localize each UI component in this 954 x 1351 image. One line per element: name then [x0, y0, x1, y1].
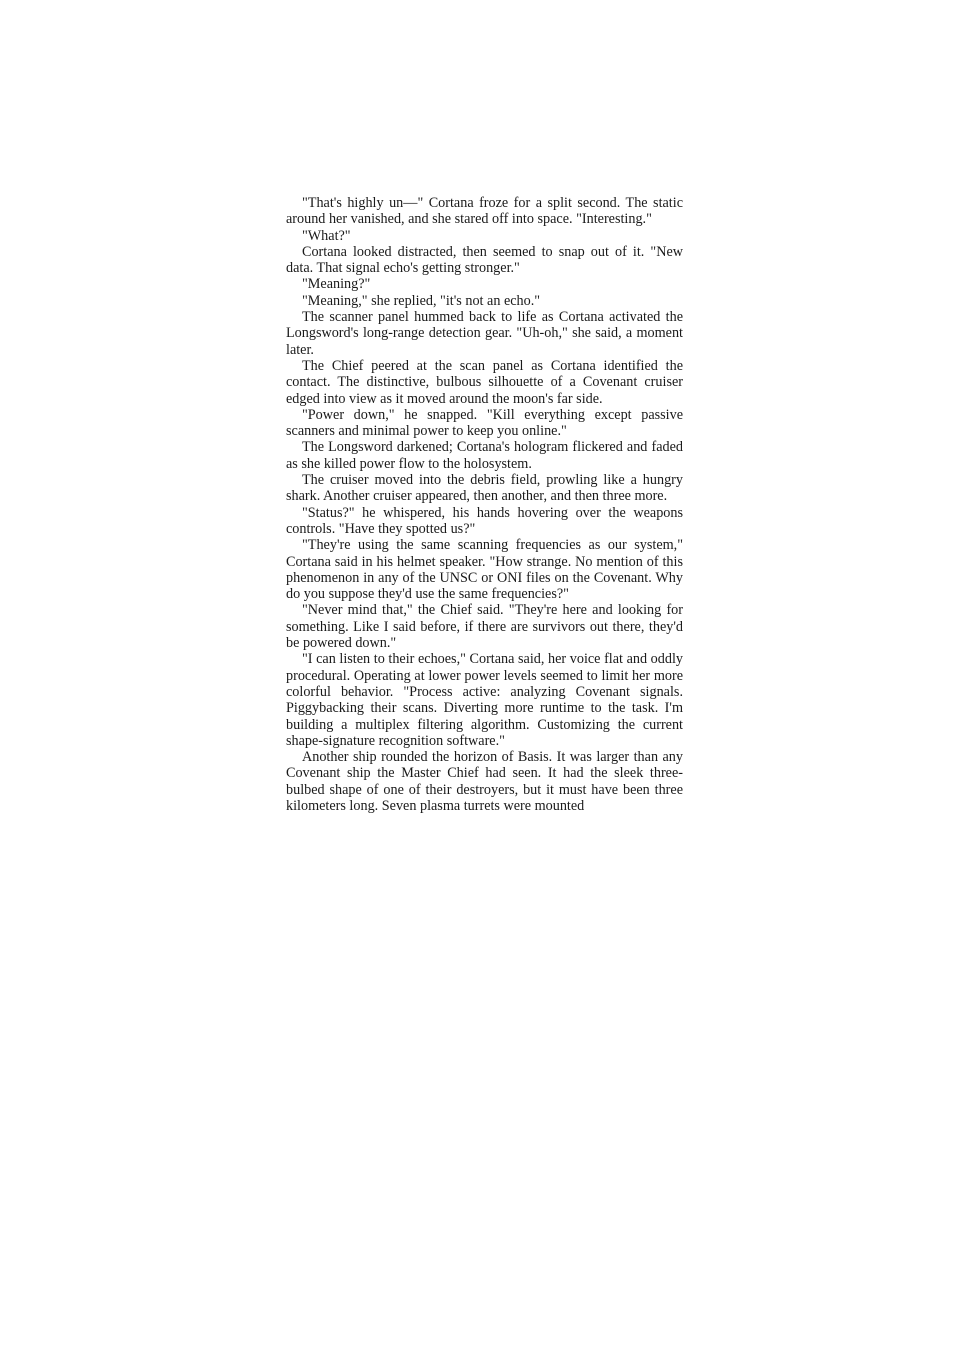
paragraph: The scanner panel hummed back to life as Cortana activated the Longsword's long-range detection gear. "Uh-oh," she said, a moment later.: [286, 309, 683, 358]
paragraph: Another ship rounded the horizon of Basis. It was larger than any Covenant ship the Master Chief had seen. It had the sleek three-bulbed shape of one of their destroyers, but it must have been three kilometers long. Seven plasma turrets were mounted: [286, 749, 683, 814]
body-text: [286, 195, 683, 814]
paragraph: "Meaning," she replied, "it's not an echo.": [302, 292, 541, 309]
paragraph: "Status?" he whispered, his hands hovering over the weapons controls. "Have they spotted us?": [286, 504, 683, 537]
paragraph: "Power down," he snapped. "Kill everything except passive scanners and minimal power to keep you online.": [286, 406, 683, 440]
paragraph: "They're using the same scanning frequencies as our system," Cortana said in his helmet speaker. "How strange. No mention of this phenomenon in any of the UNSC or ONI files on the Covenant. Why do you suppose they'd use the same frequencies?": [286, 537, 683, 603]
paragraph: "Never mind that," the Chief said. "They're here and looking for something. Like I said before, if there are survivors out there, they'd be powered down.": [286, 602, 683, 652]
paragraph: "That's highly un—" Cortana froze for a split second. The static around her vanished, and she stared off into space. "Interesting.": [286, 195, 683, 228]
paragraph: "What?": [302, 227, 351, 244]
paragraph: "I can listen to their echoes," Cortana said, her voice flat and oddly procedural. Operating at lower power levels seemed to limit her more colorful behavior. "Process active: analyzing Covenant signals. Piggybacking their scans. Diverting more runtime to the task. I'm building a multiplex filtering algorithm. Customizing the current shape-signature recognition software.": [286, 651, 683, 749]
paragraph: The cruiser moved into the debris field, prowling like a hungry shark. Another cruiser appeared, then another, and then three more.: [286, 472, 683, 505]
paragraph: Cortana looked distracted, then seemed to snap out of it. "New data. That signal echo's getting stronger.": [286, 243, 683, 277]
paragraph: The Chief peered at the scan panel as Cortana identified the contact. The distinctive, bulbous silhouette of a Covenant cruiser edged into view as it moved around the moon's far side.: [286, 357, 683, 407]
paragraph: "Meaning?": [302, 276, 371, 293]
paragraph: The Longsword darkened; Cortana's hologram flickered and faded as she killed power flow to the holosystem.: [286, 439, 683, 472]
